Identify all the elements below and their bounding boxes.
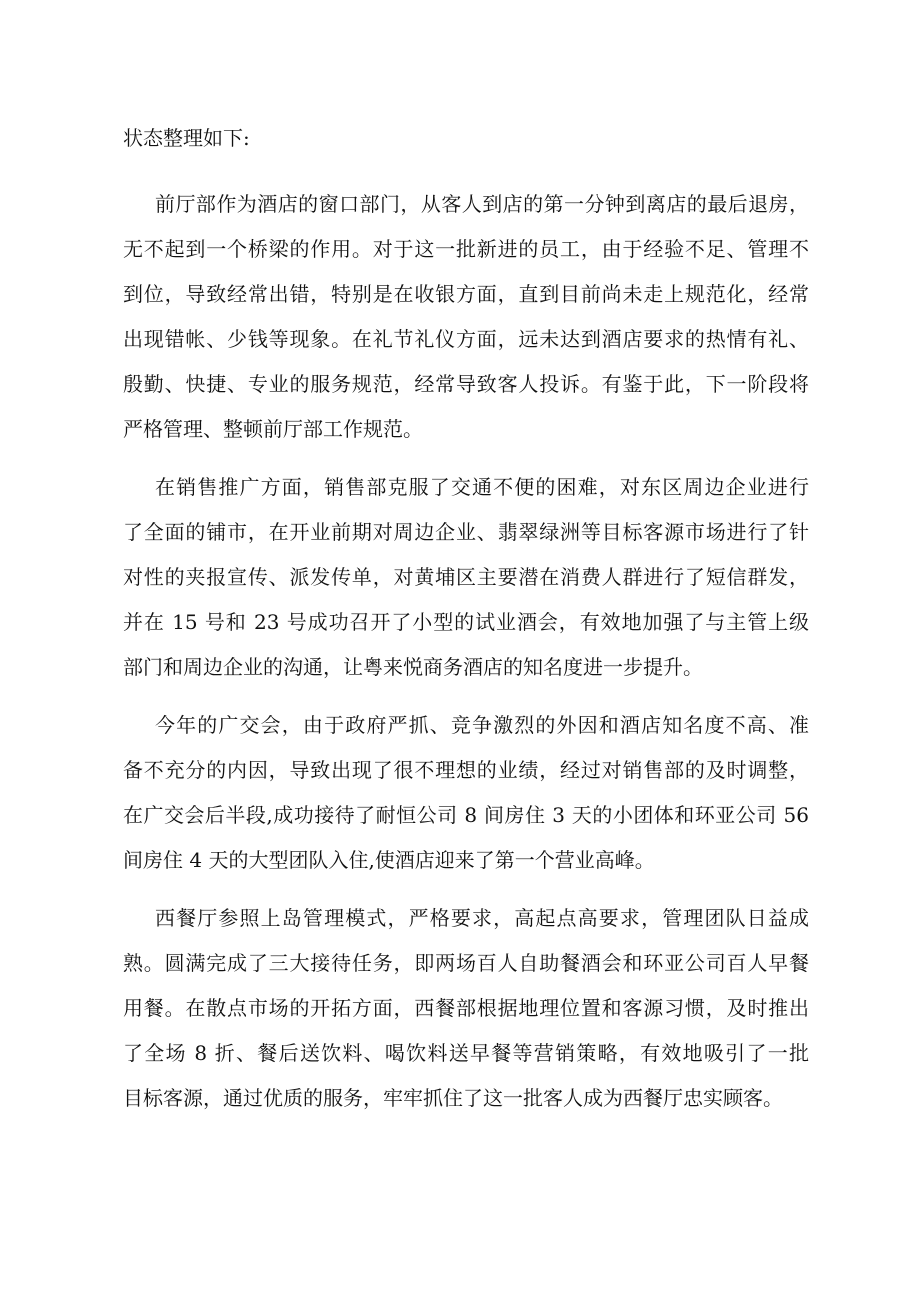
paragraph-line: 备不充分的内因，导致出现了很不理想的业绩，经过对销售部的及时调整，: [123, 758, 809, 782]
paragraph-line: 到位，导致经常出错，特别是在收银方面，直到目前尚未走上规范化，经常: [123, 282, 809, 306]
paragraph-line: 前厅部作为酒店的窗口部门，从客人到店的第一分钟到离店的最后退房，: [155, 192, 809, 216]
paragraph-line: 目标客源，通过优质的服务，牢牢抓住了这一批客人成为西餐厅忠实顾客。: [123, 1086, 783, 1110]
paragraph-line: 在广交会后半段,成功接待了耐恒公司 8 间房住 3 天的小团体和环亚公司 56: [123, 803, 809, 827]
paragraph-front-office: [123, 182, 809, 452]
paragraph-line: 严格管理、整顿前厅部工作规范。: [123, 417, 423, 441]
paragraph-line: 出现错帐、少钱等现象。在礼节礼仪方面，远未达到酒店要求的热情有礼、: [123, 327, 809, 351]
paragraph-line: 对性的夹报宣传、派发传单，对黄埔区主要潜在消费人群进行了短信群发，: [123, 565, 809, 589]
paragraph-line: 在销售推广方面，销售部克服了交通不便的困难，对东区周边企业进行: [155, 475, 809, 499]
paragraph-line: 并在 15 号和 23 号成功召开了小型的试业酒会，有效地加强了与主管上级: [123, 610, 809, 634]
section-heading: 状态整理如下:: [123, 126, 250, 150]
paragraph-line: 无不起到一个桥梁的作用。对于这一批新进的员工，由于经验不足、管理不: [123, 237, 809, 261]
paragraph-line: 熟。圆满完成了三大接待任务，即两场百人自助餐酒会和环亚公司百人早餐: [123, 951, 809, 975]
paragraph-line: 西餐厅参照上岛管理模式，严格要求，高起点高要求，管理团队日益成: [155, 906, 809, 930]
paragraph-line: 部门和周边企业的沟通，让粤来悦商务酒店的知名度进一步提升。: [123, 655, 703, 679]
paragraph-line: 用餐。在散点市场的开拓方面，西餐部根据地理位置和客源习惯，及时推出: [123, 996, 809, 1020]
paragraph-western-restaurant: [123, 896, 809, 1121]
paragraph-sales: [123, 465, 809, 690]
paragraph-line: 间房住 4 天的大型团队入住,使酒店迎来了第一个营业高峰。: [123, 848, 655, 872]
paragraph-canton-fair: [123, 703, 809, 883]
paragraph-line: 了全场 8 折、餐后送饮料、喝饮料送早餐等营销策略，有效地吸引了一批: [123, 1041, 809, 1065]
paragraph-line: 殷勤、快捷、专业的服务规范，经常导致客人投诉。有鉴于此，下一阶段将: [123, 372, 809, 396]
document-body: [123, 182, 809, 1134]
paragraph-line: 今年的广交会，由于政府严抓、竞争激烈的外因和酒店知名度不高、准: [155, 713, 809, 737]
paragraph-line: 了全面的铺市，在开业前期对周边企业、翡翠绿洲等目标客源市场进行了针: [123, 520, 809, 544]
